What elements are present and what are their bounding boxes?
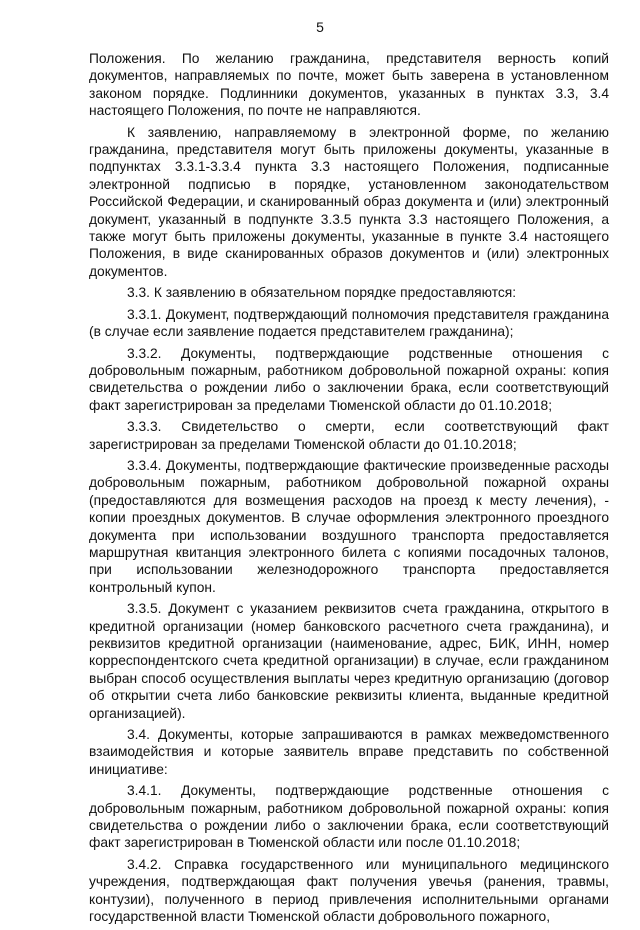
paragraph-3-3-2: 3.3.2. Документы, подтверждающие родственные отношения с добровольным пожарным, работником добровольной пожарной охраны: копия свидетельства о рождении либо о заключении брака, если соответствующий факт зарегистрирован за пределами Тюменской области до 01.10.2018;	[89, 345, 609, 413]
paragraph-3-4-2: 3.4.2. Справка государственного или муниципального медицинского учреждения, подтверждающая факт получения увечья (ранения, травмы, контузии), полученного в период привлечения исполнительными органами государственной власти Тюменской области добровольного пожарного,	[89, 856, 609, 925]
document-body	[89, 50, 609, 930]
paragraph-electronic-form: К заявлению, направляемому в электронной форме, по желанию гражданина, представителя могут быть приложены документы, указанные в подпунктах 3.3.1-3.3.4 пункта 3.3 настоящего Положения, подписанные электронной подписью в порядке, установленном законодательством Российской Федерации, и сканированный образ документа и (или) электронный документ, указанный в подпункте 3.3.5 пункта 3.3 настоящего Положения, а также могут быть приложены документы, указанные в пункте 3.4 настоящего Положения, в виде сканированных образов документов и (или) электронных документов.	[89, 124, 609, 279]
paragraph-3-3: 3.3. К заявлению в обязательном порядке предоставляются:	[127, 285, 517, 301]
paragraph-3-3-3: 3.3.3. Свидетельство о смерти, если соответствующий факт зарегистрирован за пределами Тюменской области до 01.10.2018;	[89, 419, 609, 452]
page-number: 5	[316, 19, 324, 35]
paragraph-3-3-5: 3.3.5. Документ с указанием реквизитов счета гражданина, открытого в кредитной организации (номер банковского расчетного счета гражданина), и реквизитов кредитной организации (наименование, адрес, БИК, ИНН, номер корреспондентского счета кредитной организации) в случае, если гражданином выбран способ осуществления выплаты через кредитную организацию (договор об открытии счета либо банковские реквизиты клиента, выданные кредитной организацией).	[89, 601, 609, 721]
paragraph-3-3-4: 3.3.4. Документы, подтверждающие фактические произведенные расходы добровольным пожарным, работником добровольной пожарной охраны (предоставляются для возмещения расходов на проезд к месту лечения), - копии проездных документов. В случае оформления электронного проездного документа при использовании воздушного транспорта предоставляется маршрутная квитанция электронного билета с копиями посадочных талонов, при использовании железнодорожного транспорта предоставляется контрольный купон.	[89, 457, 609, 595]
paragraph-3-4: 3.4. Документы, которые запрашиваются в рамках межведомственного взаимодействия и которые заявитель вправе представить по собственной инициативе:	[89, 727, 609, 777]
paragraph-continuation: Положения. По желанию гражданина, представителя верность копий документов, направляемых по почте, может быть заверена в установленном законом порядке. Подлинники документов, указанных в пунктах 3.3, 3.4 настоящего Положения, по почте не направляются.	[89, 51, 609, 119]
paragraph-3-4-1: 3.4.1. Документы, подтверждающие родственные отношения с добровольным пожарным, работником добровольной пожарной охраны: копия свидетельства о рождении либо о заключении брака, если соответствующий факт зарегистрирован в Тюменской области или после 01.10.2018;	[89, 783, 609, 851]
paragraph-3-3-1: 3.3.1. Документ, подтверждающий полномочия представителя гражданина (в случае если заявление подается представителем гражданина);	[89, 306, 609, 340]
